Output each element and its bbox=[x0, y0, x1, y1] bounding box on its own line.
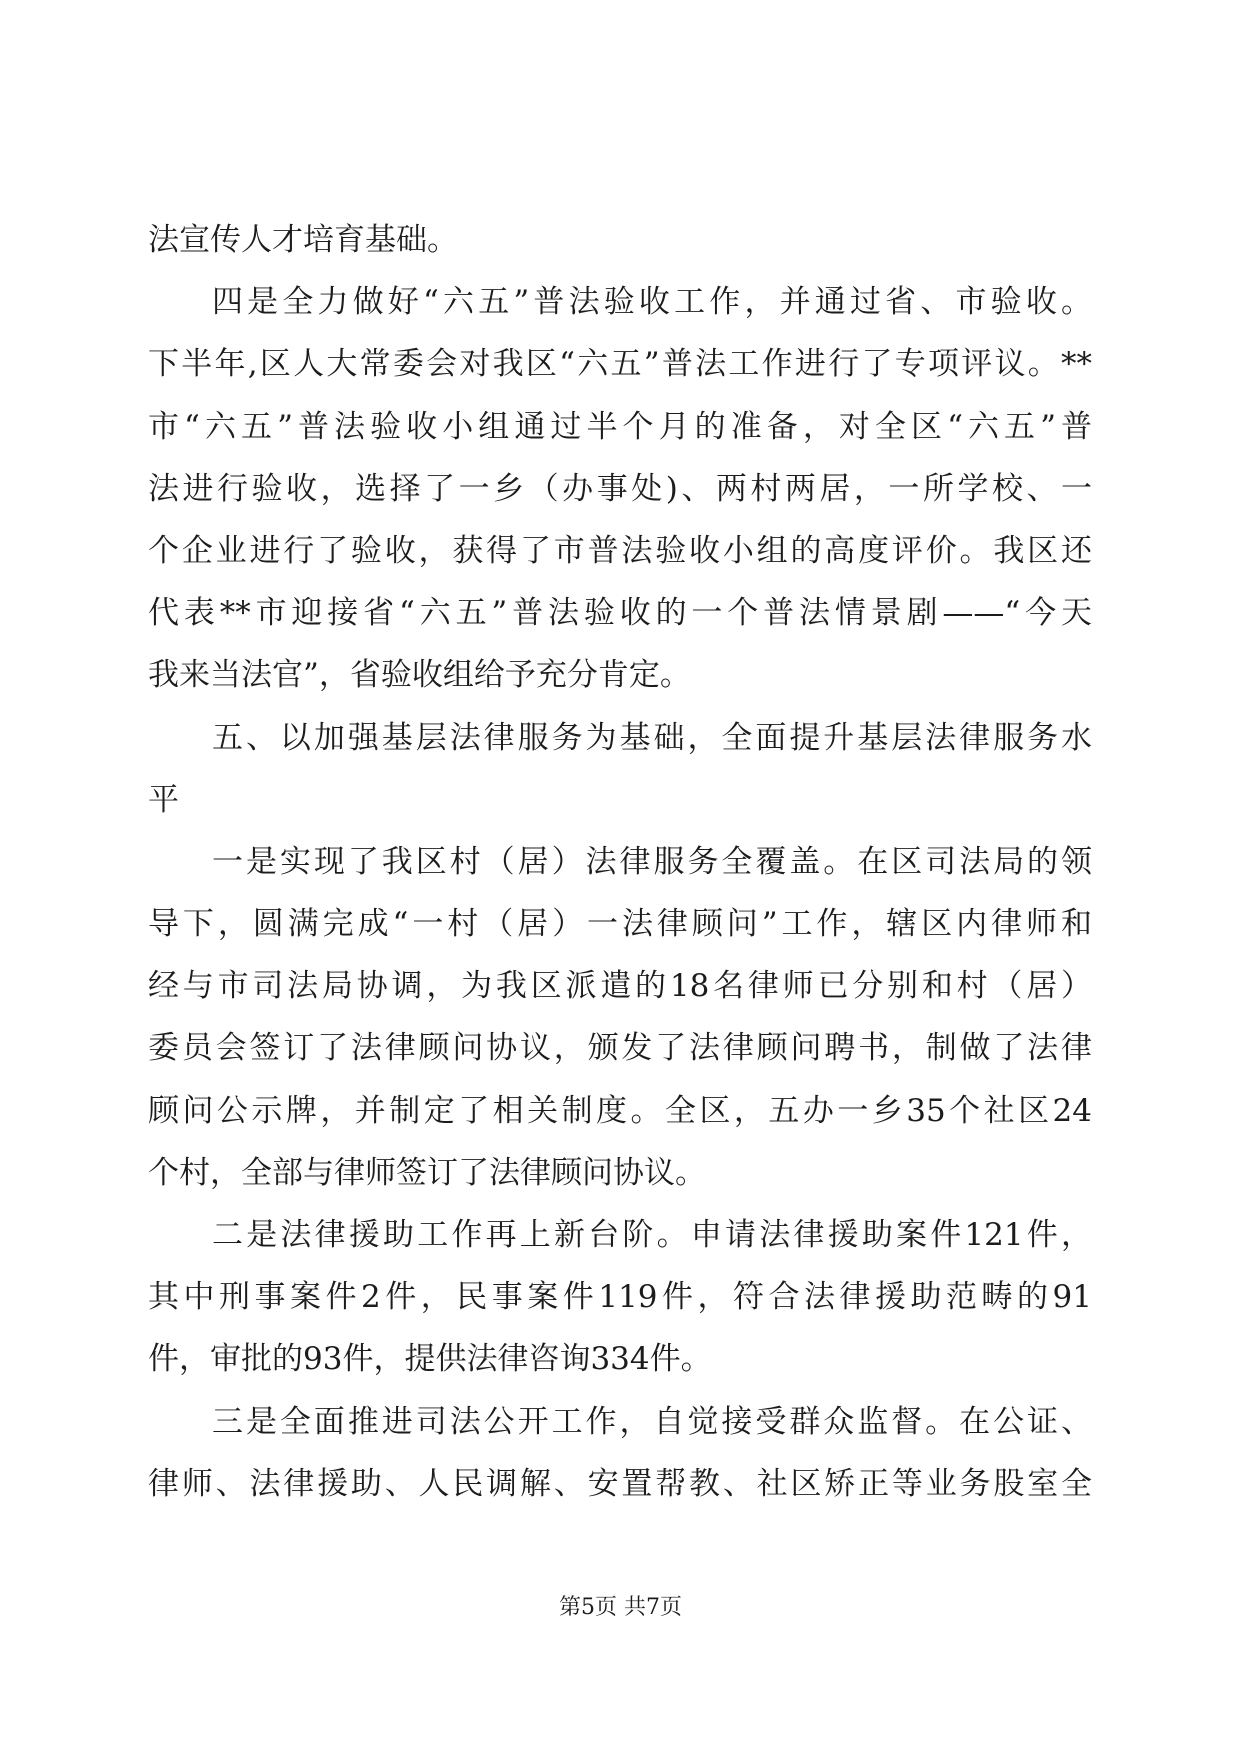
text-line: 法宣传人才培育基础。 bbox=[148, 222, 458, 258]
text-line: 其中刑事案件2件，民事案件119件，符合法律援助范畴的91 bbox=[148, 1279, 1092, 1316]
text-line: 经与市司法局协调，为我区派遣的18名律师已分别和村（居） bbox=[148, 968, 1092, 1005]
text-line: 个村，全部与律师签订了法律顾问协议。 bbox=[148, 1154, 706, 1191]
paragraph bbox=[148, 1204, 1092, 1391]
page-footer bbox=[0, 1592, 1241, 1624]
text-line: 五、以加强基层法律服务为基础，全面提升基层法律服务水 bbox=[212, 719, 1092, 756]
text-line: 件，审批的93件，提供法律咨询334件。 bbox=[148, 1341, 712, 1378]
text-line: 一是实现了我区村（居）法律服务全覆盖。在区司法局的领 bbox=[212, 843, 1092, 880]
paragraph bbox=[148, 1391, 1092, 1515]
text-line: 市“六五”普法验收小组通过半个月的准备，对全区“六五”普 bbox=[148, 408, 1092, 445]
text-line: 四是全力做好“六五”普法验收工作，并通过省、市验收。 bbox=[212, 284, 1092, 321]
paragraph bbox=[148, 831, 1092, 1204]
page-number-label: 第5页 共7页 bbox=[559, 1595, 682, 1620]
body-text bbox=[148, 209, 1092, 1515]
text-line: 律师、法律援助、人民调解、安置帮教、社区矫正等业务股室全 bbox=[148, 1465, 1092, 1502]
text-line: 三是全面推进司法公开工作，自觉接受群众监督。在公证、 bbox=[212, 1403, 1092, 1440]
paragraph bbox=[148, 707, 1092, 831]
text-line: 我来当法官”，省验收组给予充分肯定。 bbox=[148, 657, 691, 694]
paragraph bbox=[148, 271, 1092, 706]
paragraph bbox=[148, 209, 1092, 271]
text-line: 顾问公示牌，并制定了相关制度。全区，五办一乡35个社区24 bbox=[148, 1092, 1092, 1129]
text-line: 法进行验收，选择了一乡（办事处)、两村两居，一所学校、一 bbox=[148, 470, 1092, 507]
text-line: 下半年,区人大常委会对我区“六五”普法工作进行了专项评议。** bbox=[148, 346, 1092, 383]
text-line: 平 bbox=[148, 781, 179, 818]
text-line: 个企业进行了验收，获得了市普法验收小组的高度评价。我区还 bbox=[148, 532, 1092, 569]
text-line: 导下，圆满完成“一村（居）一法律顾问”工作，辖区内律师和 bbox=[148, 906, 1092, 943]
text-line: 委员会签订了法律顾问协议，颁发了法律顾问聘书，制做了法律 bbox=[148, 1030, 1092, 1067]
text-line: 代表**市迎接省“六五”普法验收的一个普法情景剧——“今天 bbox=[148, 595, 1092, 632]
text-line: 二是法律援助工作再上新台阶。申请法律援助案件121件， bbox=[212, 1217, 1092, 1253]
